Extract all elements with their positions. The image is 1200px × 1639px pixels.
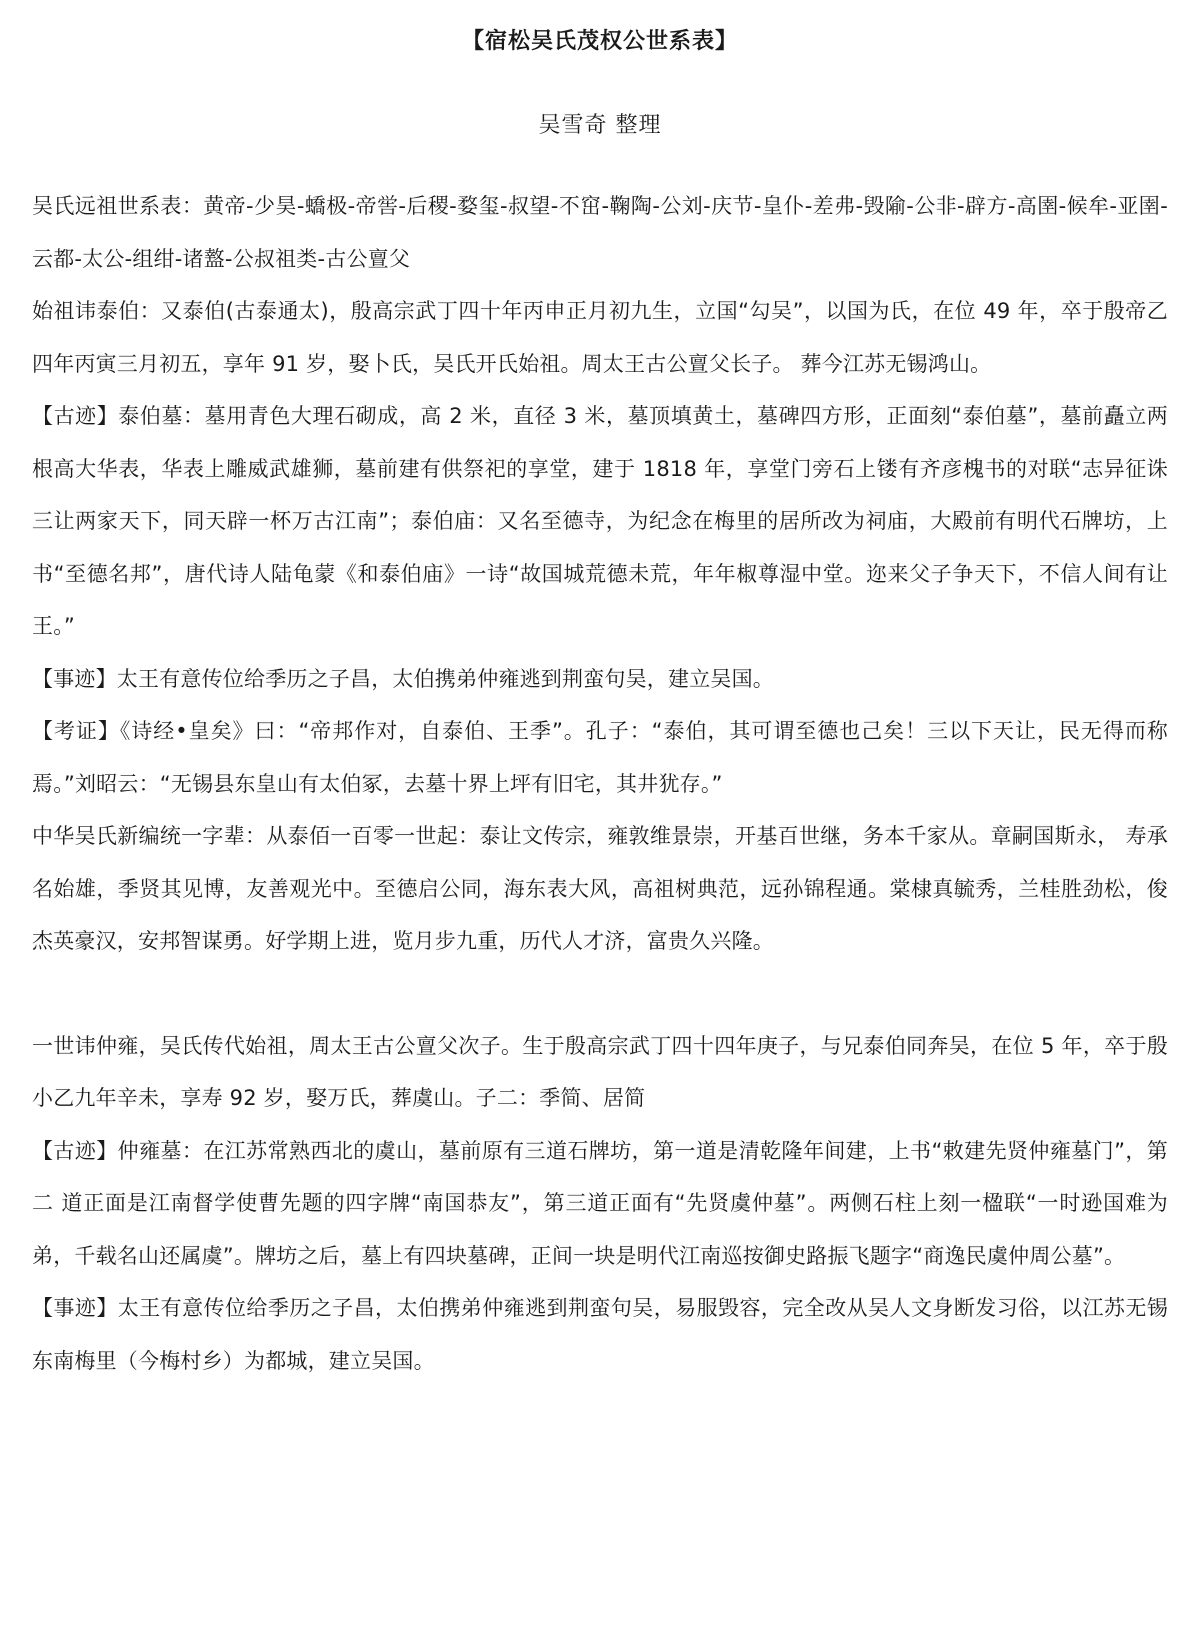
paragraph-zhongyong-deeds: 【事迹】太王有意传位给季历之子昌，太伯携弟仲雍逃到荆蛮句吴，易服毁容，完全改从吴人文身断发习俗，以江苏无锡东南梅里（今梅村乡）为都城，建立吴国。 [32,1296,1168,1373]
paragraph-taibo-relics: 【古迹】泰伯墓：墓用青色大理石砌成，高 2 米，直径 3 米，墓顶填黄土，墓碑四方形，正面刻“泰伯墓”，墓前矗立两根高大华表，华表上雕威武雄狮，墓前建有供祭祀的享堂，建于 1818 年，享堂门旁石上镂有齐彦槐书的对联“志异征诛三让两家天下，同天辟一杯万古江南”；泰伯庙：又名至德寺，为纪念在梅里的居所改为祠庙，大殿前有明代石牌坊，上书“至德名邦”，唐代诗人陆龟蒙《和泰伯庙》一诗“故国城荒德未荒，年年椒尊湿中堂。迩来父子争天下，不信人间有让王。” [32,404,1168,638]
paragraph-taibo-evidence: 【考证】《诗经•皇矣》曰：“帝邦作对，自泰伯、王季”。孔子：“泰伯，其可谓至德也己矣！三以下天让，民无得而称焉。”刘昭云：“无锡县东皇山有太伯冢，去墓十界上坪有旧宅，其井犹存。” [32,719,1168,796]
paragraph-ancestry-list: 吴氏远祖世系表：黄帝-少昊-蟜极-帝喾-后稷-婺玺-叔望-不窋-鞠陶-公刘-庆节-皇仆-差弗-毁隃-公非-辟方-高圉-候牟-亚圉-云都-太公-组绀-诸盩-公叔祖类-古公亶父 [32,194,1168,271]
paragraph-zhongyong-relics: 【古迹】仲雍墓：在江苏常熟西北的虞山，墓前原有三道石牌坊，第一道是清乾隆年间建，上书“敕建先贤仲雍墓门”，第二 道正面是江南督学使曹先题的四字牌“南国恭友”，第三道正面有“先贤虞仲墓”。两侧石柱上刻一楹联“一时逊国难为弟，千载名山还属虞”。牌坊之后，墓上有四块墓碑，正间一块是明代江南巡按御史路振飞题字“商逸民虞仲周公墓”。 [32,1138,1168,1268]
document-title: 【宿松吴氏茂权公世系表】 [461,29,738,54]
section-spacer [32,968,1168,1020]
document-page [32,22,1168,1387]
document-author: 吴雪奇 整理 [538,113,662,138]
paragraph-taibo-bio: 始祖讳泰伯：又泰伯(古泰通太)，殷高宗武丁四十年丙申正月初九生，立国“勾吴”，以国为氏，在位 49 年，卒于殷帝乙四年丙寅三月初五，享年 91 岁，娶卜氏，吴氏开氏始祖。周太王古公亶父长子。 葬今江苏无锡鸿山。 [32,299,1168,376]
paragraph-taibo-deeds: 【事迹】太王有意传位给季历之子昌，太伯携弟仲雍逃到荆蛮句吴，建立吴国。 [32,666,774,691]
paragraph-zhongyong-bio: 一世讳仲雍，吴氏传代始祖，周太王古公亶父次子。生于殷高宗武丁四十四年庚子，与兄泰伯同奔吴，在位 5 年，卒于殷小乙九年辛未，享寿 92 岁，娶万氏，葬虞山。子二：季简、居简 [32,1033,1168,1110]
paragraph-generation-names: 中华吴氏新编统一字辈：从泰佰一百零一世起：泰让文传宗，雍敦维景崇，开基百世继，务本千家从。章嗣国斯永， 寿承名始雄，季贤其见博，友善观光中。至德启公同，海东表大风，高祖树典范，远孙锦程通。棠棣真毓秀，兰桂胜劲松，俊杰英豪汉，安邦智谋勇。好学期上进，览月步九重，历代人才济，富贵久兴隆。 [32,824,1168,953]
